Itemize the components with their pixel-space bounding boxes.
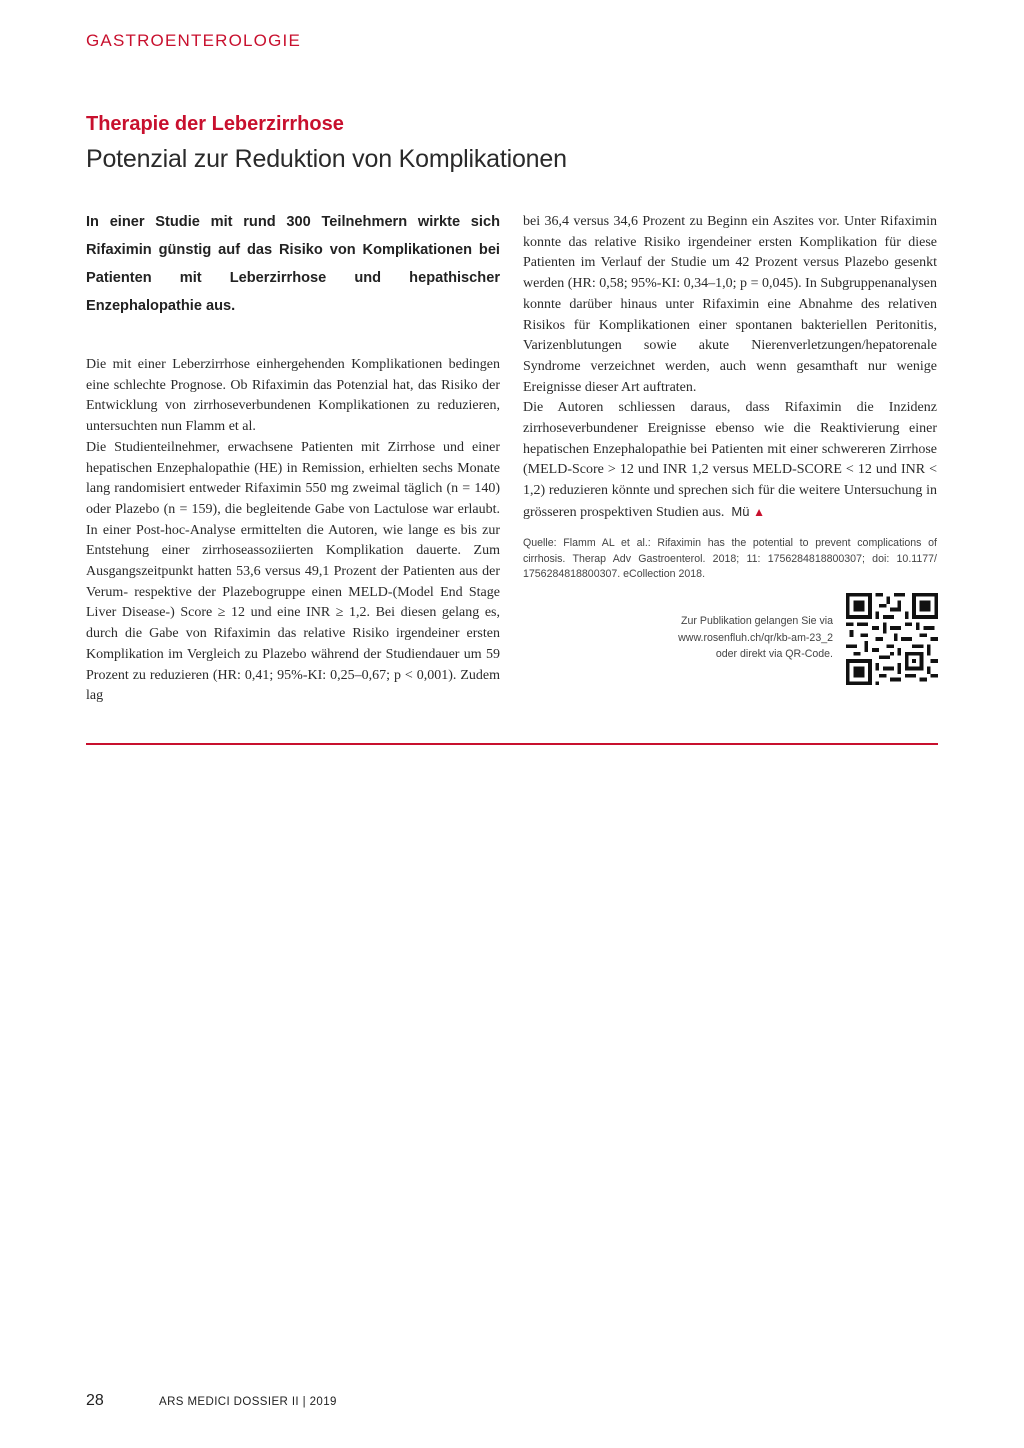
source-citation: Quelle: Flamm AL et al.: Rifaximin has the potential to prevent complications of cirrhosis. Therap Adv Gastroenterol. 2018; 11: 1756284818800307; doi: 10.1177/ 1756284818800307. eCollection 2018. (523, 537, 937, 580)
journal-name: ARS MEDICI DOSSIER II | 2019 (159, 1396, 337, 1408)
section-label: GASTROENTEROLOGIE (86, 31, 301, 50)
article-headline: Potenzial zur Reduktion von Komplikationen (86, 145, 567, 173)
end-mark-triangle-icon: ▲ (753, 504, 765, 519)
qr-link[interactable]: www.rosenfluh.ch/qr/kb-am-23_2 (678, 631, 833, 644)
body-paragraph (523, 398, 937, 523)
body-paragraph: Die mit einer Leberzirrhose einhergehenden Komplikationen bedingen eine schlechte Prognose. Ob Rifaximin das Potenzial hat, das Risiko der Entwicklung von zirrhoseverbundenen Komplikationen zu reduzieren, untersuchten nun Flamm et al. (86, 357, 500, 435)
body-paragraph: bei 36,4 versus 34,6 Prozent zu Beginn ein Aszites vor. Unter Rifaximin konnte das relative Risiko irgendeiner ersten Komplikation für diese Patienten im Verlauf der Studie um 42 Prozent versus Plazebo gesenkt werden (HR: 0,58; 95%-KI: 0,34–1,0; p = 0,045). In Subgruppenanalysen konnte darüber hinaus unter Rifaximin eine Abnahme des relativen Risikos für Komplikationen einer spontanen bakteriellen Peritonitis, Varizenblutungen sowie akute Nierenverletzungen/hepatorenale Syndrome verzeichnet werden, auch wenn gesamthaft nur wenige Ereignisse dieser Art auftraten. (523, 214, 937, 395)
body-paragraph: Die Studienteilnehmer, erwachsene Patienten mit Zirrhose und einer hepatischen Enzephalopathie (HE) in Remission, erhielten sechs Monate lang randomisiert entweder Rifaximin 550 mg zweimal täglich (n = 140) oder Plazebo (n = 159), die begleitende Gabe von Lactulose war erlaubt. In einer Post-hoc-Analyse ermittelten die Autoren, wie lange es bis zur Entstehung einer zirrhoseassoziierten Komplikation dauerte. Zum Ausgangszeitpunkt hatten 53,6 versus 49,1 Prozent der Patienten aus der Verum- respektive der Plazebogruppe einen MELD-(Model End Stage Liver Disease-) Score ≥ 12 und eine INR ≥ 1,2. Bei diesen gelang es, durch die Gabe von Rifaximin das relative Risiko irgendeiner ersten Komplikation im Vergleich zu Plazebo während der Studiendauer um 59 Prozent zu reduzieren (HR: 0,41; 95%-KI: 0,25–0,67; p < 0,001). Zudem lag (86, 439, 500, 704)
qr-caption (600, 613, 833, 663)
body-column-left (86, 355, 500, 707)
article-kicker: Therapie der Leberzirrhose (86, 113, 344, 135)
page-number: 28 (86, 1392, 104, 1409)
author-initials: Mü (731, 503, 750, 519)
qr-code-icon[interactable] (846, 593, 938, 685)
article-lead: In einer Studie mit rund 300 Teilnehmern wirkte sich Rifaximin günstig auf das Risiko von Komplikationen bei Patienten mit Leberzirrhose und hepathischer Enzephalopathie aus. (86, 214, 500, 314)
qr-caption-line: oder direkt via QR-Code. (715, 648, 833, 660)
qr-caption-line: Zur Publikation gelangen Sie via (681, 615, 833, 627)
section-divider (86, 743, 938, 745)
body-paragraph-text: Die Autoren schliessen daraus, dass Rifaximin die Inzidenz zirrhoseverbundener Ereignisse ebenso wie die Reaktivierung einer hepatischen Enzephalopathie bei Patienten mit einer schwereren Zirrhose (MELD-Score > 12 und INR 1,2 versus MELD-SCORE < 12 und INR < 1,2) reduzieren könnte und sprechen sich für die weitere Untersuchung in grösseren prospektiven Studien aus. (523, 400, 937, 520)
author-signature (731, 504, 765, 519)
body-column-right (523, 212, 937, 524)
